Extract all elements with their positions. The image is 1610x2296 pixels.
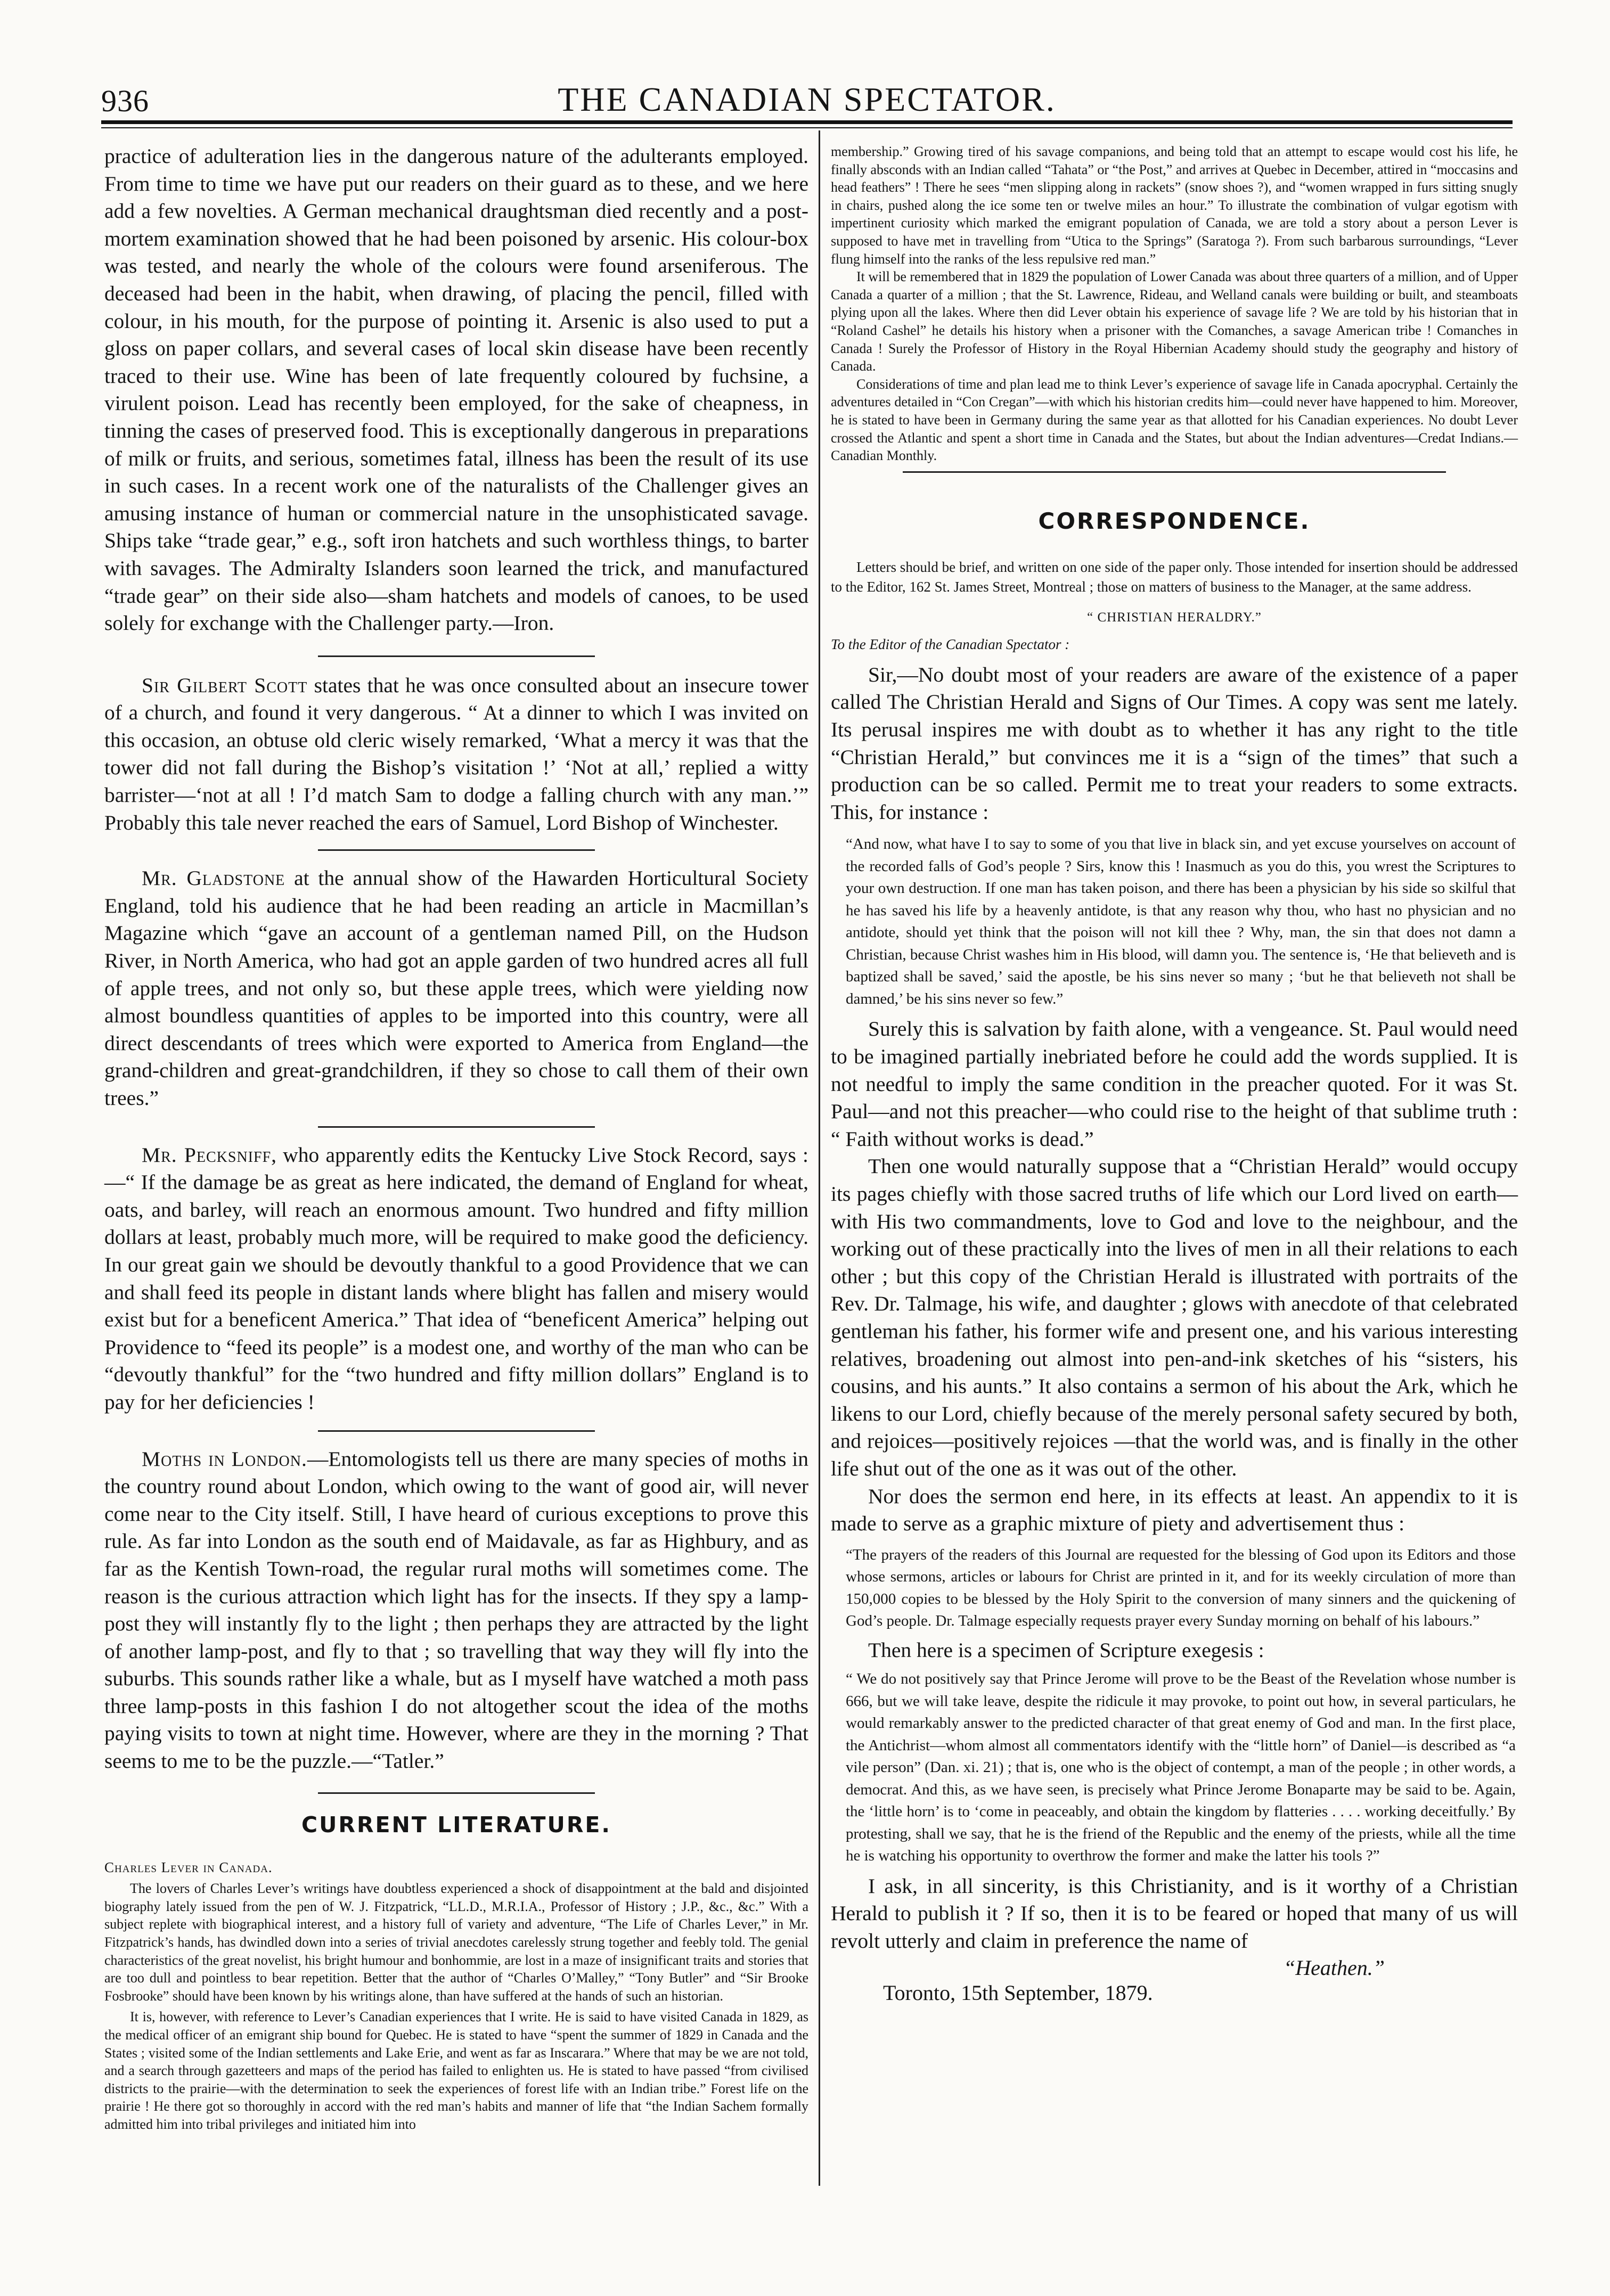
right-column bbox=[831, 143, 1518, 2005]
pecksniff-text: , who apparently edits the Kentucky Live Stock Record, says :—“ If the damage be as great as here indicated, the demand of England for wheat, oats, and barley, will reach an enormous amount. Two hundred and fifty million dollars at least, probably much more, will be required to make good the deficiency. In our great gain we should be devoutly thankful to a good Providence that we can and shall feed its people in distant lands where blight has fallen and misery would exist but for a beneficent America.” That idea of “beneficent America” helping out Providence to “feed its people” is a modest one, and worthy of the man who can be “devoutly thankful” for the “two hundred and fifty million dollars” England is to pay for her deficiencies ! bbox=[104, 1143, 808, 1414]
section-rule bbox=[318, 1430, 595, 1432]
correspondence-heading: CORRESPONDENCE. bbox=[1038, 507, 1311, 534]
lever-title: Charles Lever in Canada. bbox=[104, 1859, 273, 1875]
page-header bbox=[101, 80, 1513, 122]
gladstone-lead: Mr. Gladstone bbox=[142, 866, 285, 890]
letter-paragraph-2 bbox=[831, 1015, 1518, 1153]
lever-paragraph-4 bbox=[831, 268, 1518, 375]
lever-paragraph-5 bbox=[831, 375, 1518, 465]
section-rule bbox=[318, 1792, 595, 1794]
lever-text-2: It is, however, with reference to Lever’s Canadian experiences that I write. He is said to have visited Canada in 1829, as the medical officer of an emigrant ship bound for Quebec. He is stated to have “spent the summer of 1829 in Canada and the States ; visited some of the Indian settlements and Lake Erie, and went as far as Inscarara.” Where that may be we are not told, and a search through gazetteers and maps of the period has failed to enlighten us. He is stated to have passed “from civilised districts to the prairie—with the determination to seek the experiences of forest life with an Indian tribe.” Forest life on the prairie ! He there got so thoroughly in accord with the red man’s habits and manner of life that “the Indian Sachem formally admitted him into tribal privileges and initiated him into bbox=[104, 2009, 808, 2132]
scott-lead: Sir Gilbert Scott bbox=[142, 673, 308, 697]
lever-paragraph-3: membership.” Growing tired of his savage companions, and being told that an attempt to escape would cost his life, he finally absconds with an Indian called “Tahata” or “the Post,” and arrives at Quebec in December, attired in “moccasins and head feathers” ! There he sees “men slipping along in rackets” (snow shoes ?), and “women wrapped in furs sitting snugly in chairs, pushed along the ice some ten or twelve miles an hour.” To illustrate the combination of vulgar egotism with impertinent curiosity which marked the emigrant population of Canada, we are told a story about a person Lever is supposed to have met in travelling from “Utica to the Springs” (Saratoga ?). From such barbarous surroundings, “Lever flung himself into the ranks of the less repulsive red man.” bbox=[831, 144, 1518, 267]
letter-paragraph-5 bbox=[831, 1637, 1518, 1664]
dateline: Toronto, 15th September, 1879. bbox=[883, 1980, 1153, 2005]
left-column bbox=[104, 143, 808, 2134]
section-rule bbox=[903, 471, 1446, 473]
letter-text-2: Surely this is salvation by faith alone, with a vengeance. St. Paul would need to be imagined partially inebriated before he could add the words supplied. It is not needful to imply the same condition in the preacher quoted. For it was St. Paul—and not this preacher—who could rise to the height of that sublime truth : “ Faith without works is dead.” bbox=[831, 1017, 1518, 1151]
header-rule-thin bbox=[101, 127, 1513, 128]
pecksniff-lead: Mr. Pecksniff bbox=[142, 1143, 272, 1167]
correspondence-notice bbox=[831, 557, 1518, 597]
page-number: 936 bbox=[101, 84, 149, 118]
moths-lead: Moths in London. bbox=[142, 1447, 307, 1471]
gladstone-text: at the annual show of the Hawarden Horticultural Society England, told his audience that he had been reading an article in Macmillan’s Magazine which “gave an account of a gentleman named Pill, on the Hudson River, in North America, who had got an apple garden of two hundred acres all full of apple trees, and not only so, but these apple trees, which were yielding now almost boundless quantities of apples to be imported into this country, were all direct descendants of trees which were exported to America from England—the grand-children and great-grandchildren, if they so chose to call them of their own trees.” bbox=[104, 866, 808, 1110]
column-divider bbox=[819, 130, 820, 2186]
quote-exegesis: “ We do not positively say that Prince Jerome will prove to be the Beast of the Revelation whose number is 666, but we will take leave, despite the ridicule it may provoke, to point out how, in several particulars, he would remarkably answer to the predicted character of that great enemy of God and man. In the first place, the Antichrist—whom almost all commentators identify with the “little horn” of Daniel—is described as “a vile person” (Dan. xi. 21) ; that is, one who is the object of contempt, a man of the people ; in other words, a democrat. And this, as we have seen, is precisely what Prince Jerome Bonaparte may be said to be. Again, the ‘little horn’ is to ‘come in peaceably, and obtain the kingdom by flatteries . . . . working deceitfully.’ By protesting, shall we say, that he is the friend of the Republic and the enemy of the priests, while all the time he is watching his opportunity to overthrow the former and make the latter his tools ?” bbox=[846, 1670, 1516, 1865]
current-literature-heading: CURRENT LITERATURE. bbox=[301, 1811, 611, 1838]
letter-text-3: Then one would naturally suppose that a “Christian Herald” would occupy its pages chiefly with those sacred truths of life which our Lord lived on earth—with His two commandments, love to God and love to the neighbour, and the working out of these practically into the lives of men in all their relations to each other ; but this copy of the Christian Herald is illustrated with portraits of the Rev. Dr. Talmage, his wife, and daughter ; glows with anecdote of that celebrated gentleman his father, his former wife and present one, and his various interesting relatives, broadening out almost into pen-and-ink sketches of his “sisters, his cousins, and his aunts.” It also contains a sermon of his about the Ark, which he likens to our Lord, chiefly because of the merely personal safety secured by both, and rejoices—positively rejoices —that the world was, and is finally in the other life shut out of the one as it was out of the other. bbox=[831, 1154, 1518, 1480]
lever-text-4: It will be remembered that in 1829 the population of Lower Canada was about three quarters of a million, and of Upper Canada a quarter of a million ; that the St. Lawrence, Rideau, and Welland canals were building or built, and steamboats plying upon all the lakes. Where then did Lever obtain his experience of savage life ? We are told by his historian that in “Roland Cashel” he details his history when a prisoner with the Comanches, a savage American tribe ! Comanches in Canada ! Surely the Professor of History in the Royal Hibernian Academy should study the geography and history of Canada. bbox=[831, 269, 1518, 374]
gladstone-paragraph bbox=[104, 865, 808, 1112]
scott-paragraph bbox=[104, 672, 808, 837]
adulteration-paragraph: practice of adulteration lies in the dangerous nature of the adulterants employed. From time to time we have put our readers on their guard as to these, and we here add a few novelties. A German mechanical draughtsman died recently and a post-mortem examination showed that he had been poisoned by arsenic. His colour-box was tested, and nearly the whole of the colours were found arseniferous. The deceased had been in the habit, when drawing, of placing the pencil, filled with colour, in his mouth, for the purpose of pointing it. Arsenic is also used to put a gloss on paper collars, and several cases of local skin disease have been recently traced to their use. Wine has been of late frequently coloured by fuchsine, a virulent poison. Lead has recently been employed, for the sake of cheapness, in tinning the cases of preserved food. This is exceptionally dangerous in preparations of milk or fruits, and serious, sometimes fatal, illness has been the result of its use in such cases. In a recent work one of the naturalists of the Challenger gives an amusing instance of human or commercial nature in the unsophisticated savage. Ships take “trade gear,” e.g., soft iron hatchets and such worthless things, to barter with savages. The Admiralty Islanders soon learned the trick, and manufactured “trade gear” on their side also—sham hatchets and models of canoes, to be used solely for exchange with the Challenger party.—Iron. bbox=[104, 144, 808, 635]
letter-paragraph-1 bbox=[831, 661, 1518, 826]
letter-text-6: I ask, in all sincerity, is this Christianity, and is it worthy of a Christian Herald to publish it ? If so, then it is to be feared or hoped that many of us will revolt utterly and claim in preference the name of bbox=[831, 1874, 1518, 1953]
header-rule-thick bbox=[101, 120, 1513, 124]
letter-text-4: Nor does the sermon end here, in its effects at least. An appendix to it is made to serve as a graphic mixture of piety and advertisement thus : bbox=[831, 1484, 1518, 1536]
signature: “Heathen.” bbox=[1284, 1955, 1385, 1980]
letter-paragraph-3 bbox=[831, 1153, 1518, 1482]
pecksniff-paragraph bbox=[104, 1142, 808, 1416]
masthead-title: THE CANADIAN SPECTATOR. bbox=[558, 80, 1056, 118]
letter-paragraph-4 bbox=[831, 1483, 1518, 1538]
moths-text: —Entomologists tell us there are many species of moths in the country round about London, which owing to the want of good air, will never come near to the City itself. Still, I have heard of curious exceptions to prove this rule. As far into London as the south end of Maidavale, as far as Highbury, and as far as the Kentish Town-road, the regular rural moths will sometimes come. The reason is the curious attraction which light has for the insects. If they spy a lamp-post they will instantly fly to the light ; then perhaps they are attracted by the light of another lamp-post, and fly to that ; so travelling that way they will fly into the suburbs. This sounds rather like a whale, but as I myself have watched a moth pass three lamp-posts in this fashion I do not altogether scout the idea of the moths paying visits to town at night time. However, where are they in the morning ? That seems to me to be the puzzle.—“Tatler.” bbox=[104, 1447, 809, 1773]
section-rule bbox=[318, 849, 595, 851]
correspondence-notice-text: Letters should be brief, and written on one side of the paper only. Those intended for insertion should be addressed to the Editor, 162 St. James Street, Montreal ; those on matters of business to the Manager, at the same address. bbox=[831, 559, 1518, 595]
to-editor-line: To the Editor of the Canadian Spectator : bbox=[831, 636, 1070, 653]
letter-paragraph-6 bbox=[831, 1873, 1518, 1955]
section-rule bbox=[318, 655, 595, 657]
lever-text-1: The lovers of Charles Lever’s writings have doubtless experienced a shock of disappointment at the bald and disjointed biography lately issued from the pen of W. J. Fitzpatrick, “LL.D., M.R.I.A., Professor of History ; J.P., &c., &c.” With a subject replete with biographical interest, and a history full of variety and adventure, “The Life of Charles Lever,” in Mr. Fitzpatrick’s hands, has dwindled down into a series of trivial anecdotes carelessly strung together and feebly told. The genial characteristics of the great novelist, his bright humour and bonhommie, are lost in a maze of insignificant traits and stories that are too dull and pointless to bear repetition. Better that the author of “Charles O’Malley,” “Tony Butler” and “Sir Brooke Fosbrooke” should have been known by his writings alone, than have suffered at the hands of such an historian. bbox=[104, 1881, 808, 2004]
scott-text: states that he was once consulted about an insecure tower of a church, and found it very dangerous. “ At a dinner to which I was invited on this occasion, an obtuse old cleric wisely remarked, ‘What a mercy it was that the tower did not fall during the Bishop’s visitation !’ ‘Not at all,’ replied a witty barrister—‘not at all ! I’d match Sam to dodge a falling church with any man.’” Probably this tale never reached the ears of Samuel, Lord Bishop of Winchester. bbox=[104, 673, 808, 834]
quote-sermon bbox=[831, 833, 1518, 1010]
lever-paragraph-1 bbox=[104, 1880, 808, 2005]
moths-paragraph bbox=[104, 1446, 808, 1775]
quote-prayers: “The prayers of the readers of this Journal are requested for the blessing of God upon its Editors and those whose sermons, articles or labours for Christ are printed in it, and for its weekly circulation of more than 150,000 copies to be blessed by the Holy Spirit to the conversion of many sinners and the quickening of God’s people. Dr. Talmage especially requests prayer every Sunday morning on behalf of his labours.” bbox=[846, 1546, 1516, 1630]
lever-text-5: Considerations of time and plan lead me to think Lever’s experience of savage life in Canada apocryphal. Certainly the adventures detailed in “Con Cregan”—with which his historian credits him—could never have happened to him. Moreover, he is stated to have been in Germany during the same year as that allotted for his Canadian experiences. No doubt Lever crossed the Atlantic and spent a short time in Canada and the States, but about the Indian adventures—Credat Indians.—Canadian Monthly. bbox=[831, 376, 1518, 464]
letter-text-1: Sir,—No doubt most of your readers are aware of the existence of a paper called The Christian Herald and Signs of Our Times. A copy was sent me lately. Its perusal inspires me with doubt as to whether it has any right to the title “Christian Herald,” but convinces me it is a “sign of the times” that such a production can be so called. Permit me to treat your readers to some extracts. This, for instance : bbox=[831, 662, 1518, 824]
quote-sermon-text: “And now, what have I to say to some of you that live in black sin, and yet excuse yourselves on account of the recorded falls of God’s people ? Sirs, know this ! Inasmuch as you do this, you wrest the Scriptures to your own destruction. If one man has taken poison, and there has been a physician by his side so skilful that he has saved his life by a heavenly antidote, is that any reason why thou, who hast no physician and no antidote, should yet think that the poison will not kill thee ? Why, man, the sin that does not damn a Christian, because Christ washes him in His blood, will damn you. The sentence is, ‘He that believeth and is baptized shall be saved,’ said the apostle, be his sins never so many ; ‘but he that believeth not shall be damned,’ be his sins never so few.” bbox=[846, 835, 1516, 1007]
section-rule bbox=[318, 1126, 595, 1128]
letter-text-5: Then here is a specimen of Scripture exegesis : bbox=[868, 1638, 1264, 1662]
lever-paragraph-2 bbox=[104, 2008, 808, 2133]
letter-title: “ CHRISTIAN HERALDRY.” bbox=[1087, 610, 1262, 625]
